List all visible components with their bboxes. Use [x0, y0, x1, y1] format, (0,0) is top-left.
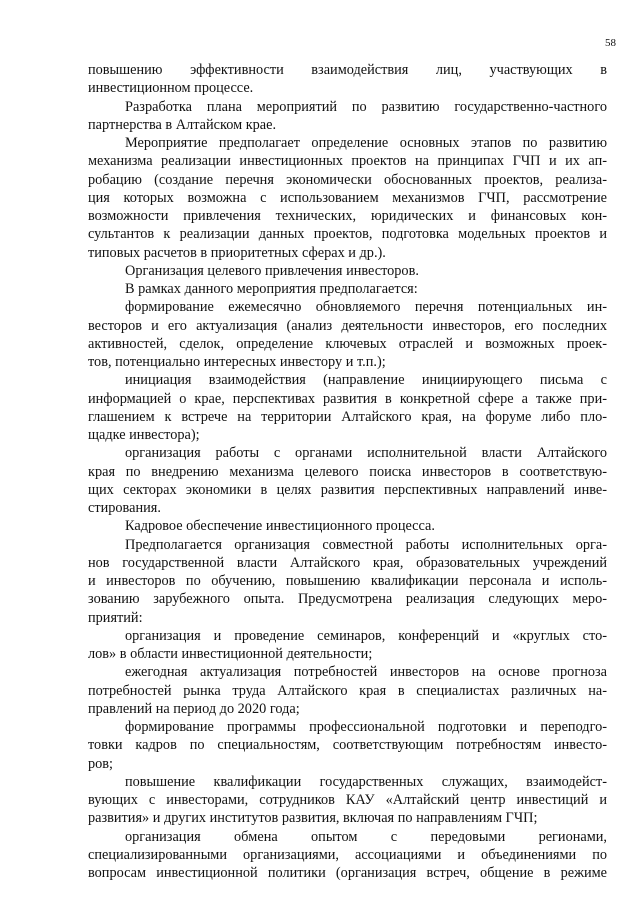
text-line: партнерства в Алтайском крае.: [88, 116, 277, 133]
text-line: нов государственной власти Алтайского края, образовательных учреждений: [88, 554, 607, 571]
text-line: приятий:: [88, 609, 143, 626]
text-line: типовых расчетов в приоритетных сферах и др.).: [88, 244, 386, 261]
text-line: специализированными организациями, ассоциациями и объединениями по: [88, 846, 607, 863]
text-line: правлений на период до 2020 года;: [88, 700, 300, 717]
text-line: робацию (создание перечня экономически обоснованных проектов, реализа-: [88, 171, 607, 188]
text-line: щадке инвестора);: [88, 427, 200, 443]
text-line: края по внедрению механизма целевого поиска инвесторов в соответствую-: [88, 463, 607, 480]
text-line: организация и проведение семинаров, конференций и «круглых сто-: [125, 627, 607, 644]
text-line: Разработка плана мероприятий по развитию государственно-частного: [125, 98, 607, 115]
text-line: организация работы с органами исполнительной власти Алтайского: [125, 445, 607, 462]
text-line: Предполагается организация совместной работы исполнительных орга-: [125, 536, 607, 553]
text-line: возможности привлечения технических, юридических и финансовых кон-: [88, 208, 607, 224]
text-line: товки кадров по специальностям, соответствующим потребностям инвесто-: [88, 737, 607, 754]
page-number: 58: [605, 37, 616, 49]
text-line: Мероприятие предполагает определение основных этапов по развитию: [125, 135, 607, 151]
text-line: повышению эффективности взаимодействия лиц, участвующих в: [88, 62, 607, 78]
text-line: инициация взаимодействия (направление инициирующего письма с: [125, 372, 607, 389]
text-line: инвестиционном процессе.: [88, 80, 254, 97]
text-line: стирования.: [88, 500, 161, 516]
text-line: ция которых возможна с использованием механизмов ГЧП, рассмотрение: [88, 189, 607, 206]
text-line: ров;: [88, 755, 114, 772]
text-line: Кадровое обеспечение инвестиционного процесса.: [125, 518, 435, 535]
text-line: весторов и его актуализация (анализ деятельности инвесторов, его последних: [88, 317, 607, 334]
text-line: повышение квалификации государственных служащих, взаимодейст-: [125, 773, 607, 790]
text-line: ежегодная актуализация потребностей инвесторов на основе прогноза: [125, 664, 607, 681]
text-line: глашением к встрече на территории Алтайского края, на форуме либо пло-: [88, 408, 607, 425]
text-line: зованию зарубежного опыта. Предусмотрена реализация следующих меро-: [88, 591, 607, 608]
text-line: вопросам инвестиционной политики (организация встреч, общение в режиме: [88, 865, 607, 881]
body-text: [88, 61, 607, 882]
text-line: развития» и других институтов развития, включая по направлениям ГЧП;: [88, 810, 538, 827]
text-line: потребностей рынка труда Алтайского края в специалистах различных на-: [88, 682, 607, 699]
text-line: активностей, сделок, определение ключевых отраслей и возможных проек-: [88, 335, 607, 352]
text-line: организация обмена опытом с передовыми регионами,: [125, 828, 607, 845]
text-line: вующих с инвесторами, сотрудников КАУ «Алтайский центр инвестиций и: [88, 792, 607, 808]
text-line: механизма реализации инвестиционных проектов на принципах ГЧП и их ап-: [88, 153, 607, 170]
text-line: В рамках данного мероприятия предполагается:: [125, 281, 418, 297]
text-line: формирование ежемесячно обновляемого перечня потенциальных ин-: [125, 299, 607, 316]
text-line: Организация целевого привлечения инвесторов.: [125, 262, 419, 279]
text-line: лов» в области инвестиционной деятельности;: [88, 646, 373, 662]
text-line: и инвесторов по обучению, повышению квалификации персонала и исполь-: [88, 573, 607, 589]
text-line: тов, потенциально интересных инвестору и т.п.);: [88, 354, 386, 370]
text-line: формирование программы профессиональной подготовки и переподго-: [125, 719, 607, 735]
text-line: щих секторах экономики в целях развития перспективных направлений инве-: [88, 481, 607, 498]
text-line: информацией о крае, перспективах развития в конкретной сфере а также при-: [88, 390, 607, 407]
text-line: сультантов к реализации данных проектов, подготовка модельных проектов и: [88, 226, 607, 243]
